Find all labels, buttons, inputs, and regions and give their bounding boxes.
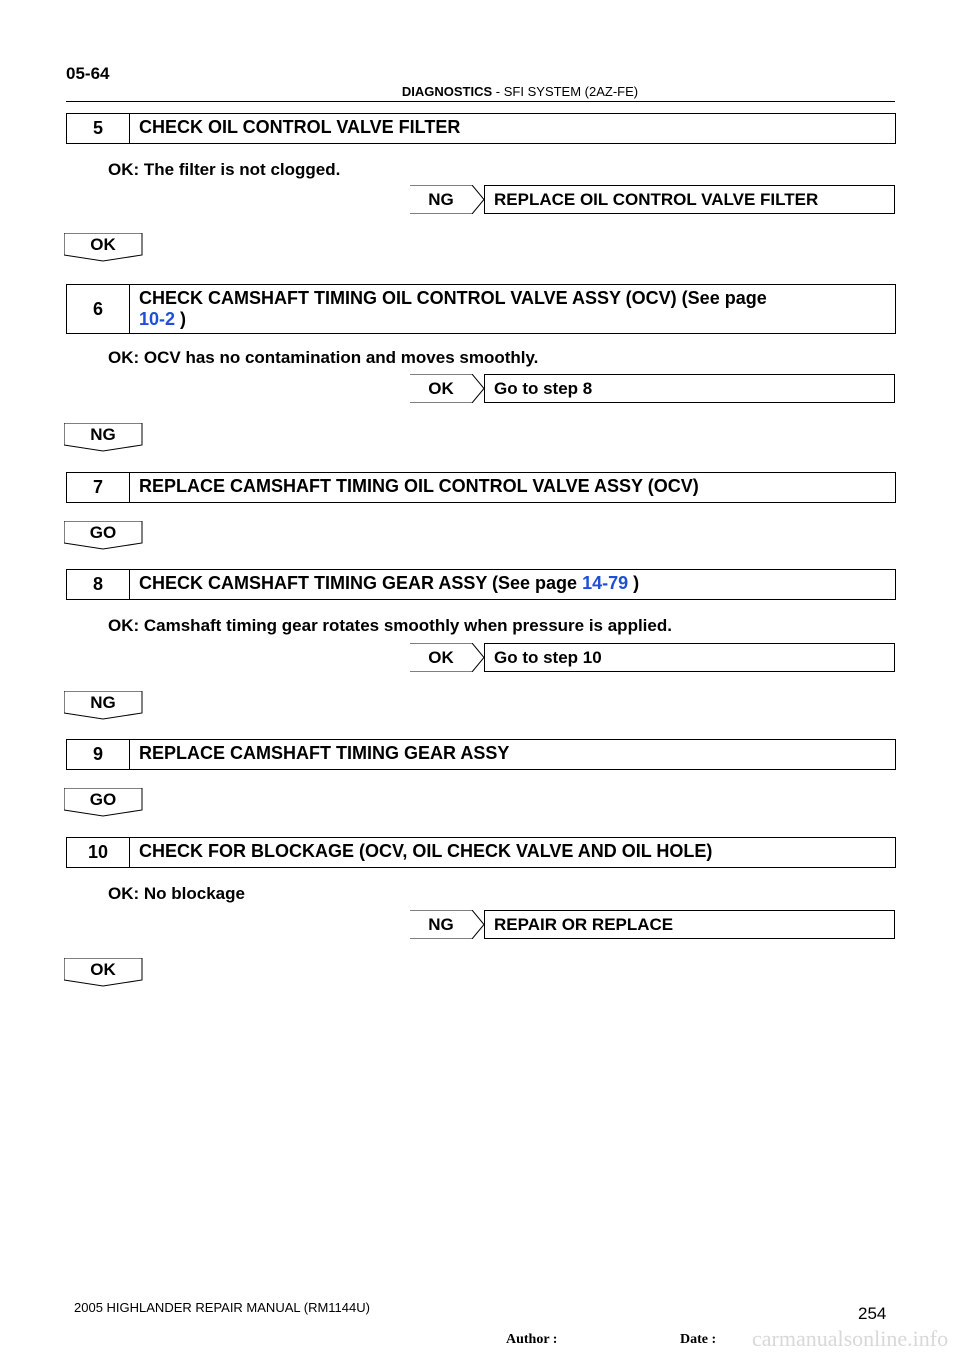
step-title — [139, 285, 895, 333]
ok-criteria: OK: No blockage — [108, 884, 245, 903]
flow-label: NG — [90, 693, 116, 712]
branch-label: NG — [428, 190, 454, 209]
branch-label: NG — [428, 915, 454, 934]
page-link[interactable]: 10-2 — [139, 309, 176, 329]
branch-ok — [410, 374, 895, 403]
step-number: 8 — [67, 570, 130, 599]
branch-ng — [410, 185, 895, 214]
manual-title: 2005 HIGHLANDER REPAIR MANUAL (RM1144U) — [74, 1300, 370, 1315]
header-subsection: SFI SYSTEM (2AZ-FE) — [503, 84, 639, 99]
ok-criteria: OK: OCV has no contamination and moves smoothly. — [108, 348, 539, 367]
branch-ng — [410, 910, 895, 939]
step-title: REPLACE CAMSHAFT TIMING GEAR ASSY — [139, 743, 510, 763]
header-rule — [66, 101, 895, 102]
flow-ng — [64, 423, 144, 453]
step-7-box — [66, 472, 896, 503]
flow-go — [64, 788, 144, 818]
step-8-box — [66, 569, 896, 600]
ok-criteria: OK: The filter is not clogged. — [108, 160, 341, 179]
branch-label: OK — [428, 648, 454, 667]
header-dash: - — [495, 84, 501, 99]
step-title-text: CHECK CAMSHAFT TIMING GEAR ASSY (See page — [139, 573, 583, 593]
header-section: DIAGNOSTICS — [401, 84, 493, 99]
step-title: CHECK OIL CONTROL VALVE FILTER — [139, 117, 461, 137]
step-title-tail: ) — [175, 309, 187, 329]
watermark: carmanualsonline.info — [752, 1326, 949, 1351]
flow-label: NG — [90, 425, 116, 444]
step-title: REPLACE CAMSHAFT TIMING OIL CONTROL VALVE ASSY (OCV) — [139, 476, 699, 496]
branch-action: REPLACE OIL CONTROL VALVE FILTER — [484, 185, 895, 214]
branch-action: REPAIR OR REPLACE — [484, 910, 895, 939]
step-title — [139, 570, 895, 597]
step-number: 9 — [67, 740, 130, 769]
step-number: 6 — [67, 285, 130, 333]
flow-label: OK — [90, 960, 116, 979]
flow-go — [64, 521, 144, 551]
step-number: 7 — [67, 473, 130, 502]
branch-label: OK — [428, 379, 454, 398]
author-label: Author : — [506, 1332, 558, 1347]
branch-action: Go to step 8 — [484, 374, 895, 403]
flow-ng — [64, 691, 144, 721]
flow-label: GO — [89, 523, 117, 542]
step-number: 5 — [67, 114, 130, 143]
date-label: Date : — [680, 1332, 717, 1347]
step-10-box — [66, 837, 896, 868]
flow-ok — [64, 233, 144, 263]
page-code: 05-64 — [66, 64, 110, 83]
step-9-box — [66, 739, 896, 770]
ok-criteria: OK: Camshaft timing gear rotates smoothly when pressure is applied. — [108, 616, 672, 635]
flow-ok — [64, 958, 144, 988]
step-number: 10 — [67, 838, 130, 867]
page-number: 254 — [858, 1304, 887, 1323]
flow-label: GO — [89, 790, 117, 809]
step-title: CHECK FOR BLOCKAGE (OCV, OIL CHECK VALVE AND OIL HOLE) — [139, 841, 713, 861]
step-5-box — [66, 113, 896, 144]
flow-label: OK — [90, 235, 116, 254]
page-link[interactable]: 14-79 — [582, 573, 629, 593]
branch-ok — [410, 643, 895, 672]
branch-action: Go to step 10 — [484, 643, 895, 672]
step-6-box — [66, 284, 896, 334]
step-title-text: CHECK CAMSHAFT TIMING OIL CONTROL VALVE ASSY (OCV) (See page — [139, 288, 767, 308]
step-title-tail: ) — [628, 573, 640, 593]
page-header — [340, 84, 700, 99]
